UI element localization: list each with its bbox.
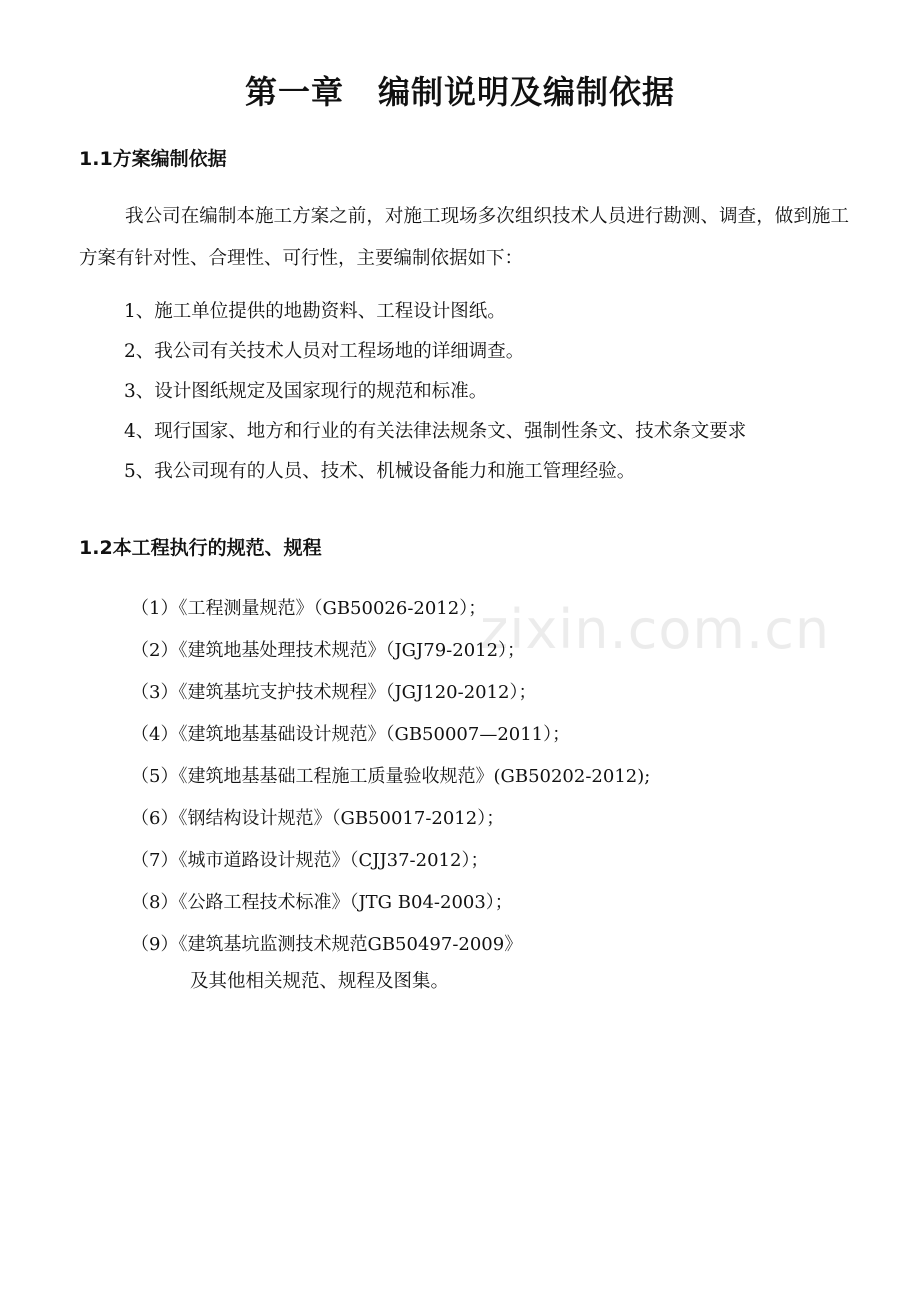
closing-line: 及其他相关规范、规程及图集。 xyxy=(190,971,450,992)
spec-item: （8）《公路工程技术标准》（JTG B04-2003）； xyxy=(131,892,513,913)
basis-item: 4、现行国家、地方和行业的有关法律法规条文、强制性条文、技术条文要求 xyxy=(124,421,747,442)
chapter-number: 第一章 xyxy=(244,73,344,111)
spec-item: （7）《城市道路设计规范》（CJJ37-2012）； xyxy=(131,850,489,871)
spec-item: （9）《建筑基坑监测技术规范GB50497-2009》 xyxy=(131,934,523,955)
basis-item: 3、设计图纸规定及国家现行的规范和标准。 xyxy=(124,381,488,402)
section-heading-1-2: 1.2本工程执行的规范、规程 xyxy=(79,537,322,559)
basis-item: 1、施工单位提供的地勘资料、工程设计图纸。 xyxy=(124,301,506,322)
basis-item: 2、我公司有关技术人员对工程场地的详细调查。 xyxy=(124,341,525,362)
spec-item: （4）《建筑地基基础设计规范》（GB50007—2011）； xyxy=(131,724,571,745)
watermark: zixin.com.cn xyxy=(480,598,831,661)
section-heading-1-1: 1.1方案编制依据 xyxy=(79,148,227,170)
intro-paragraph: 我公司在编制本施工方案之前，对施工现场多次组织技术人员进行勘测、调查，做到施工方案有针对性、合理性、可行性，主要编制依据如下： xyxy=(79,206,849,269)
spec-item: （3）《建筑基坑支护技术规程》（JGJ120-2012）； xyxy=(131,682,537,703)
spec-item: （2）《建筑地基处理技术规范》（JGJ79-2012）； xyxy=(131,640,526,661)
basis-item: 5、我公司现有的人员、技术、机械设备能力和施工管理经验。 xyxy=(124,461,636,482)
basis-list xyxy=(124,292,746,492)
chapter-title xyxy=(0,68,920,116)
spec-item: （6）《钢结构设计规范》（GB50017-2012）； xyxy=(131,808,505,829)
chapter-name: 编制说明及编制依据 xyxy=(378,73,676,111)
spec-item: （5）《建筑地基基础工程施工质量验收规范》(GB50202-2012); xyxy=(131,766,651,787)
spec-item: （1）《工程测量规范》（GB50026-2012）； xyxy=(131,598,487,619)
